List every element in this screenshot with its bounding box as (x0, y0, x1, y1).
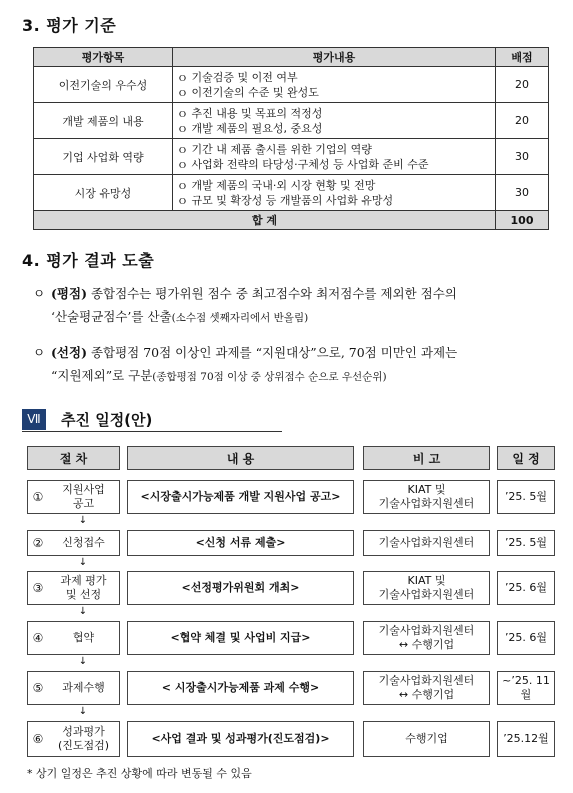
step-label: 협약 (72, 631, 95, 644)
bullet-mark: ㅇ (33, 286, 46, 301)
schedule-footnote: * 상기 일정은 추진 상황에 따라 변동될 수 있음 (27, 767, 252, 780)
bullet-item: ｏ 개발 제품의 필요성, 중요성 (177, 121, 323, 135)
step-number: ① (32, 490, 44, 504)
step-remark: 기술사업화지원센터 ↔ 수행기업 (363, 621, 490, 655)
step-remark: 기술사업화지원센터 (363, 530, 490, 556)
section-3-title: 3. 평가 기준 (22, 16, 117, 35)
step-number: ④ (32, 631, 44, 645)
step-date: ’25. 5월 (497, 480, 555, 514)
section-4-title: 4. 평가 결과 도출 (22, 251, 155, 270)
step-remark: 기술사업화지원센터 ↔ 수행기업 (363, 671, 490, 705)
bullet-item: ｏ 기간 내 제품 출시를 위한 기업의 역량 (177, 142, 372, 156)
step-content: <시장출시가능제품 개발 지원사업 공고> (127, 480, 354, 514)
eval-score: 30 (496, 139, 549, 175)
table-row (34, 175, 549, 211)
title-underline (22, 431, 282, 432)
step-content: <사업 결과 및 성과평가(진도점검)> (127, 721, 354, 757)
header-content: 내 용 (127, 446, 354, 470)
header-score: 배점 (496, 48, 549, 67)
para-note: (종합평점 70점 이상 중 상위점수 순으로 우선순위) (152, 371, 387, 383)
step-label: 지원사업 공고 (62, 483, 105, 510)
para-text: 종합평점 70점 이상인 과제를 “지원대상”으로, 70점 미만인 과제는 (86, 345, 458, 360)
step-3 (27, 571, 120, 605)
step-number: ② (32, 536, 44, 550)
down-arrow-icon: ↓ (78, 557, 88, 568)
header-remark: 비 고 (363, 446, 490, 470)
bullet-item: ｏ 기술검증 및 이전 여부 (177, 70, 298, 84)
bullet-item: ｏ 추진 내용 및 목표의 적정성 (177, 106, 323, 120)
step-date: ’25. 6월 (497, 571, 555, 605)
eval-score: 30 (496, 175, 549, 211)
eval-content (173, 139, 496, 175)
step-remark: KIAT 및 기술사업화지원센터 (363, 571, 490, 605)
table-header-row (34, 48, 549, 67)
step-number: ⑥ (32, 732, 44, 746)
roman-numeral-badge: Ⅶ (22, 409, 46, 430)
para-text: “지원제외”로 구분 (51, 368, 153, 383)
step-label: 성과평가 (진도점검) (57, 725, 110, 752)
para-text: 종합점수는 평가위원 점수 중 최고점수와 최저점수를 제외한 점수의 (86, 286, 457, 301)
eval-content (173, 67, 496, 103)
table-row (34, 67, 549, 103)
result-paragraph-selection (33, 341, 558, 389)
step-4 (27, 621, 120, 655)
step-label: 신청접수 (62, 536, 105, 549)
step-2 (27, 530, 120, 556)
eval-item: 개발 제품의 내용 (34, 103, 173, 139)
header-procedure: 절 차 (27, 446, 120, 470)
step-5 (27, 671, 120, 705)
step-date: ’25.12월 (497, 721, 555, 757)
para-lead: (평점) (51, 286, 87, 301)
eval-item: 이전기술의 우수성 (34, 67, 173, 103)
down-arrow-icon: ↓ (78, 515, 88, 526)
eval-score: 20 (496, 67, 549, 103)
step-remark: 수행기업 (363, 721, 490, 757)
para-note: (소수점 셋째자리에서 반올림) (171, 312, 309, 324)
step-content: <신청 서류 제출> (127, 530, 354, 556)
step-1 (27, 480, 120, 514)
step-content: <협약 체결 및 사업비 지급> (127, 621, 354, 655)
header-eval-content: 평가내용 (173, 48, 496, 67)
table-row (34, 103, 549, 139)
bullet-item: ｏ 사업화 전략의 타당성·구체성 등 사업화 준비 수준 (177, 157, 429, 171)
header-date: 일 정 (497, 446, 555, 470)
step-label: 과제수행 (62, 681, 105, 694)
eval-score: 20 (496, 103, 549, 139)
header-eval-item: 평가항목 (34, 48, 173, 67)
para-lead: (선정) (51, 345, 87, 360)
schedule-title: 추진 일정(안) (61, 411, 153, 429)
bullet-item: ｏ 이전기술의 수준 및 완성도 (177, 85, 319, 99)
para-text: ‘산술평균점수’를 산출 (51, 309, 172, 324)
step-date: ’25. 5월 (497, 530, 555, 556)
eval-content (173, 175, 496, 211)
step-content: < 시장출시가능제품 과제 수행> (127, 671, 354, 705)
eval-item: 시장 유망성 (34, 175, 173, 211)
eval-item: 기업 사업화 역량 (34, 139, 173, 175)
result-paragraph-score (33, 282, 558, 330)
eval-content (173, 103, 496, 139)
evaluation-criteria-table (33, 47, 549, 230)
bullet-mark: ㅇ (33, 345, 46, 360)
bullet-item: ｏ 규모 및 확장성 등 개발품의 사업화 유망성 (177, 193, 394, 207)
step-number: ⑤ (32, 681, 44, 695)
table-row (34, 139, 549, 175)
step-label: 과제 평가 및 선정 (60, 574, 107, 601)
step-number: ③ (32, 581, 44, 595)
down-arrow-icon: ↓ (78, 606, 88, 617)
down-arrow-icon: ↓ (78, 656, 88, 667)
step-remark: KIAT 및 기술사업화지원센터 (363, 480, 490, 514)
step-date: ’25. 6월 (497, 621, 555, 655)
bullet-item: ｏ 개발 제품의 국내·외 시장 현황 및 전망 (177, 178, 376, 192)
down-arrow-icon: ↓ (78, 706, 88, 717)
total-score: 100 (496, 211, 549, 230)
step-date: ~’25. 11월 (497, 671, 555, 705)
total-label: 합 계 (34, 211, 496, 230)
table-total-row (34, 211, 549, 230)
step-content: <선정평가위원회 개최> (127, 571, 354, 605)
step-6 (27, 721, 120, 757)
